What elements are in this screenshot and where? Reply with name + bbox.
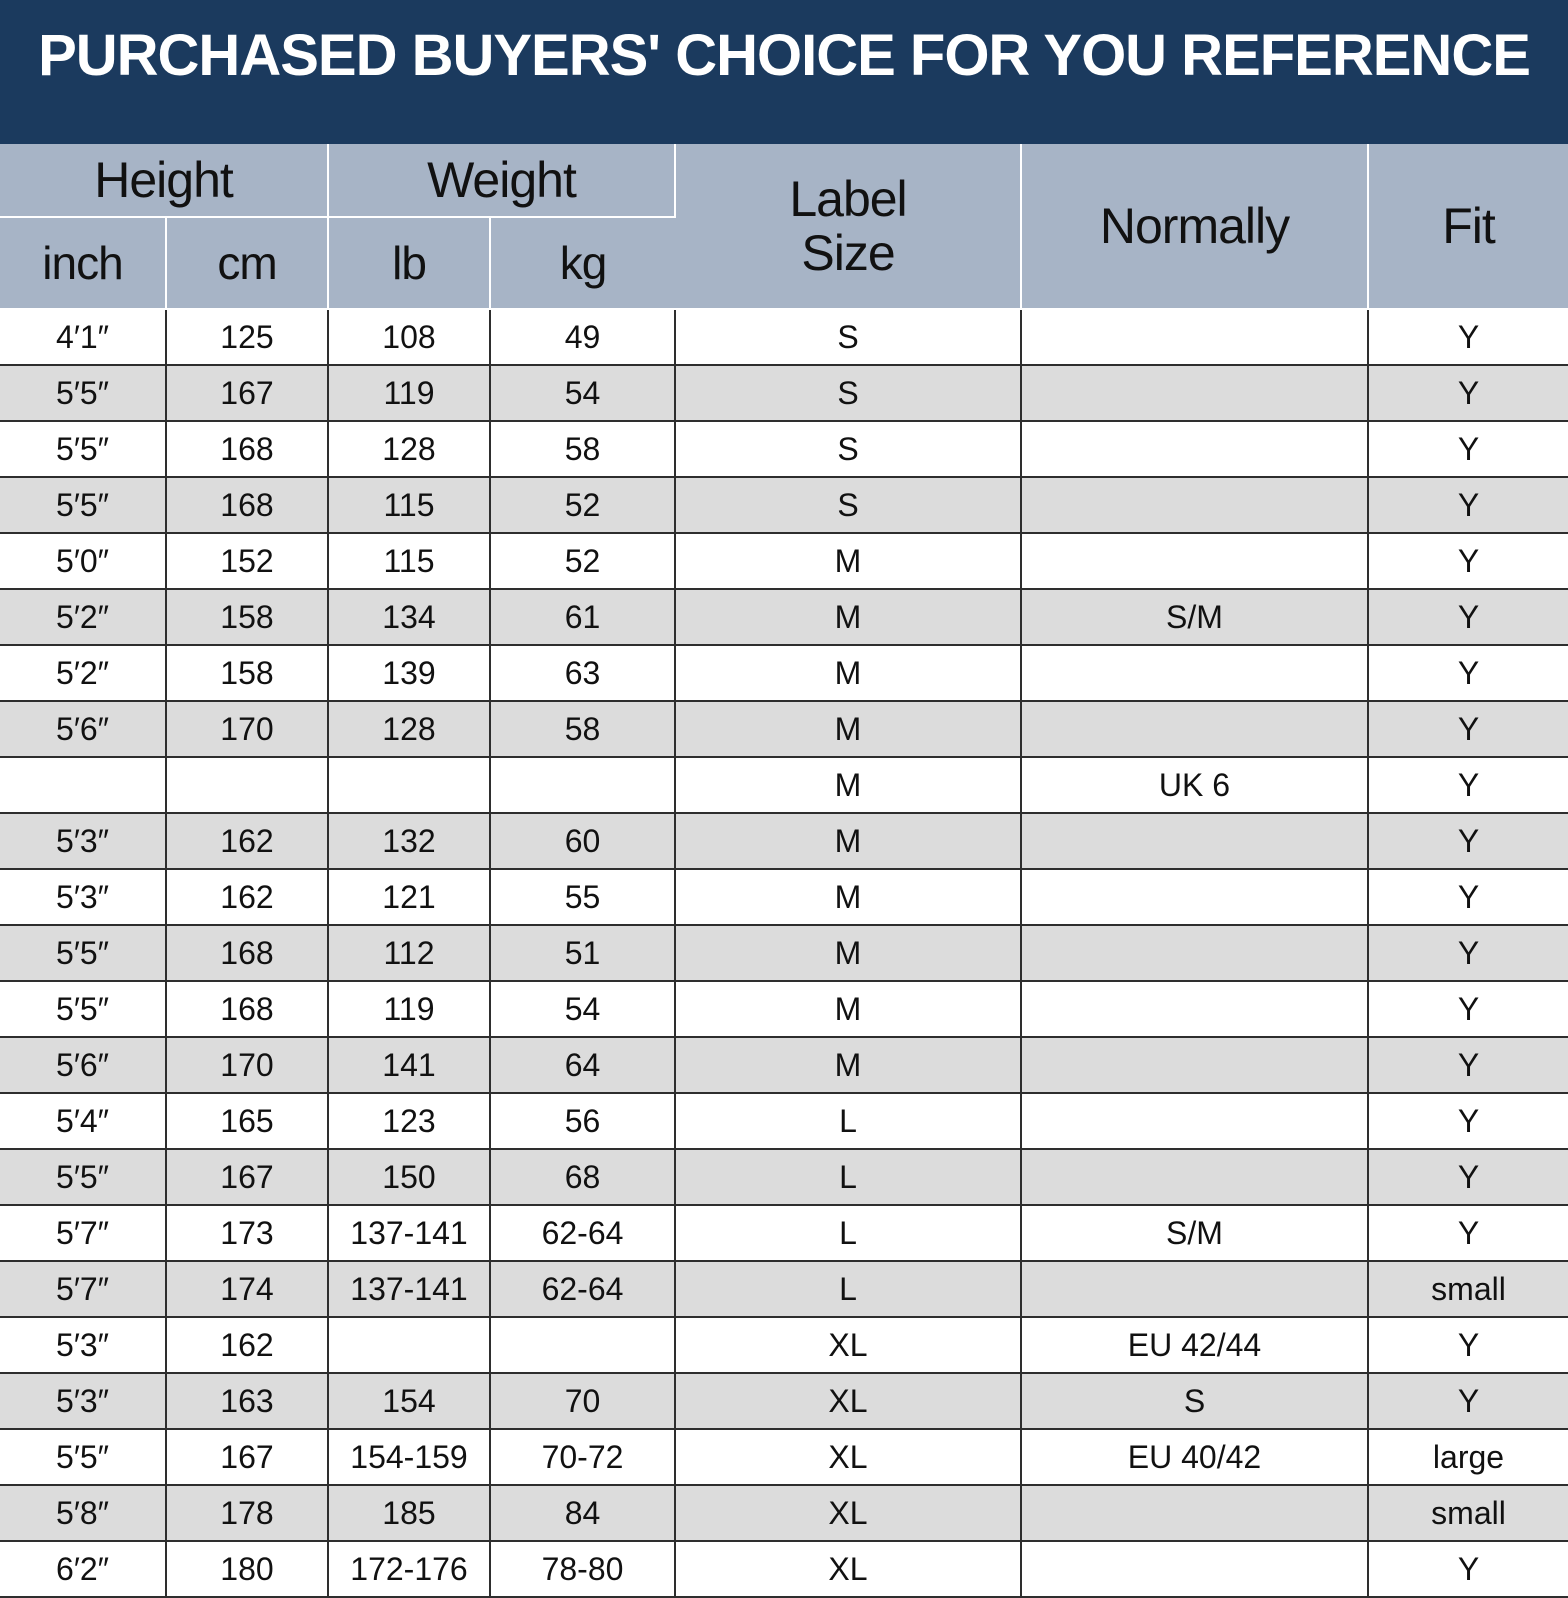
cell-normally: EU 42/44 (1021, 1317, 1368, 1373)
cell-normally (1021, 925, 1368, 981)
cell-fit: Y (1368, 1205, 1568, 1261)
kg-header: kg (490, 217, 675, 309)
cell-fit: Y (1368, 869, 1568, 925)
cell-label: M (675, 589, 1021, 645)
cell-normally (1021, 981, 1368, 1037)
cell-label: XL (675, 1541, 1021, 1597)
cell-lb: 115 (328, 477, 490, 533)
cm-header: cm (166, 217, 328, 309)
cell-inch (0, 757, 166, 813)
table-row (0, 1541, 1568, 1597)
lb-header: lb (328, 217, 490, 309)
label-size-header (675, 144, 1021, 309)
cell-fit: Y (1368, 701, 1568, 757)
weight-group-header: Weight (328, 144, 675, 217)
cell-kg: 84 (490, 1485, 675, 1541)
cell-label: S (675, 309, 1021, 365)
cell-label: M (675, 981, 1021, 1037)
table-row (0, 309, 1568, 365)
cell-normally (1021, 477, 1368, 533)
cell-normally (1021, 533, 1368, 589)
cell-label: S (675, 421, 1021, 477)
cell-cm: 162 (166, 869, 328, 925)
cell-lb: 172-176 (328, 1541, 490, 1597)
cell-cm: 173 (166, 1205, 328, 1261)
cell-lb: 128 (328, 701, 490, 757)
cell-normally: S (1021, 1373, 1368, 1429)
table-row (0, 1149, 1568, 1205)
cell-inch: 5′2″ (0, 589, 166, 645)
cell-kg: 58 (490, 421, 675, 477)
cell-inch: 5′3″ (0, 813, 166, 869)
cell-cm: 158 (166, 645, 328, 701)
cell-inch: 5′7″ (0, 1205, 166, 1261)
cell-cm: 168 (166, 981, 328, 1037)
cell-inch: 5′0″ (0, 533, 166, 589)
cell-normally (1021, 645, 1368, 701)
table-row (0, 477, 1568, 533)
cell-inch: 4′1″ (0, 309, 166, 365)
cell-normally (1021, 365, 1368, 421)
cell-fit: Y (1368, 925, 1568, 981)
cell-lb: 154-159 (328, 1429, 490, 1485)
cell-normally (1021, 1093, 1368, 1149)
cell-normally: S/M (1021, 589, 1368, 645)
cell-cm: 180 (166, 1541, 328, 1597)
table-row (0, 1037, 1568, 1093)
cell-lb (328, 757, 490, 813)
cell-fit: Y (1368, 981, 1568, 1037)
cell-fit: Y (1368, 1037, 1568, 1093)
cell-normally (1021, 309, 1368, 365)
cell-cm: 162 (166, 813, 328, 869)
cell-inch: 5′6″ (0, 701, 166, 757)
cell-label: L (675, 1149, 1021, 1205)
cell-kg: 54 (490, 365, 675, 421)
table-header (0, 144, 1568, 309)
cell-lb: 123 (328, 1093, 490, 1149)
cell-cm (166, 757, 328, 813)
cell-kg: 62-64 (490, 1261, 675, 1317)
cell-cm: 168 (166, 421, 328, 477)
normally-header: Normally (1021, 144, 1368, 309)
table-row (0, 365, 1568, 421)
cell-cm: 162 (166, 1317, 328, 1373)
cell-label: S (675, 365, 1021, 421)
cell-normally: S/M (1021, 1205, 1368, 1261)
cell-cm: 167 (166, 1429, 328, 1485)
cell-inch: 5′7″ (0, 1261, 166, 1317)
table-row (0, 1373, 1568, 1429)
cell-label: L (675, 1261, 1021, 1317)
cell-lb: 150 (328, 1149, 490, 1205)
cell-kg: 78-80 (490, 1541, 675, 1597)
cell-kg: 70 (490, 1373, 675, 1429)
cell-kg: 51 (490, 925, 675, 981)
cell-label: M (675, 701, 1021, 757)
cell-inch: 5′3″ (0, 1317, 166, 1373)
cell-normally (1021, 421, 1368, 477)
cell-inch: 5′3″ (0, 1373, 166, 1429)
fit-header: Fit (1368, 144, 1568, 309)
cell-cm: 158 (166, 589, 328, 645)
cell-label: XL (675, 1317, 1021, 1373)
cell-label: L (675, 1093, 1021, 1149)
cell-normally (1021, 1149, 1368, 1205)
cell-cm: 174 (166, 1261, 328, 1317)
cell-inch: 5′2″ (0, 645, 166, 701)
cell-fit: Y (1368, 1373, 1568, 1429)
cell-kg: 62-64 (490, 1205, 675, 1261)
cell-kg: 64 (490, 1037, 675, 1093)
cell-cm: 170 (166, 701, 328, 757)
cell-cm: 165 (166, 1093, 328, 1149)
cell-lb: 121 (328, 869, 490, 925)
cell-cm: 168 (166, 925, 328, 981)
table-row (0, 813, 1568, 869)
cell-fit: Y (1368, 365, 1568, 421)
cell-normally (1021, 813, 1368, 869)
cell-inch: 5′5″ (0, 477, 166, 533)
cell-label: M (675, 757, 1021, 813)
cell-inch: 6′2″ (0, 1541, 166, 1597)
cell-lb: 139 (328, 645, 490, 701)
cell-normally (1021, 701, 1368, 757)
table-row (0, 1093, 1568, 1149)
cell-label: M (675, 533, 1021, 589)
cell-kg: 61 (490, 589, 675, 645)
cell-fit: Y (1368, 1541, 1568, 1597)
cell-kg: 70-72 (490, 1429, 675, 1485)
cell-lb: 137-141 (328, 1205, 490, 1261)
cell-fit: Y (1368, 533, 1568, 589)
cell-kg: 63 (490, 645, 675, 701)
cell-fit: Y (1368, 645, 1568, 701)
cell-fit: small (1368, 1261, 1568, 1317)
table-row (0, 421, 1568, 477)
table-row (0, 645, 1568, 701)
cell-lb: 108 (328, 309, 490, 365)
cell-kg: 49 (490, 309, 675, 365)
label-size-header-line1: Label (789, 171, 907, 227)
cell-label: S (675, 477, 1021, 533)
cell-cm: 125 (166, 309, 328, 365)
cell-lb: 134 (328, 589, 490, 645)
page-title: PURCHASED BUYERS' CHOICE FOR YOU REFERENCE (0, 0, 1568, 144)
cell-kg: 60 (490, 813, 675, 869)
cell-fit: Y (1368, 757, 1568, 813)
table-row (0, 869, 1568, 925)
cell-fit: Y (1368, 1149, 1568, 1205)
cell-inch: 5′6″ (0, 1037, 166, 1093)
cell-label: M (675, 869, 1021, 925)
cell-label: XL (675, 1373, 1021, 1429)
cell-label: L (675, 1205, 1021, 1261)
cell-kg (490, 1317, 675, 1373)
cell-lb: 137-141 (328, 1261, 490, 1317)
label-size-header-line2: Size (801, 225, 895, 281)
cell-kg: 52 (490, 533, 675, 589)
table-row (0, 533, 1568, 589)
cell-fit: Y (1368, 309, 1568, 365)
cell-lb: 112 (328, 925, 490, 981)
cell-normally (1021, 1037, 1368, 1093)
cell-normally (1021, 1541, 1368, 1597)
table-row (0, 1429, 1568, 1485)
cell-normally (1021, 869, 1368, 925)
cell-inch: 5′5″ (0, 1429, 166, 1485)
cell-inch: 5′5″ (0, 365, 166, 421)
cell-kg: 52 (490, 477, 675, 533)
table-row (0, 589, 1568, 645)
cell-cm: 152 (166, 533, 328, 589)
table-row (0, 1205, 1568, 1261)
cell-inch: 5′5″ (0, 925, 166, 981)
cell-label: M (675, 813, 1021, 869)
cell-cm: 178 (166, 1485, 328, 1541)
table-row (0, 981, 1568, 1037)
cell-cm: 167 (166, 365, 328, 421)
cell-lb: 119 (328, 981, 490, 1037)
cell-lb: 141 (328, 1037, 490, 1093)
cell-lb: 115 (328, 533, 490, 589)
table-body (0, 309, 1568, 1597)
cell-label: M (675, 645, 1021, 701)
cell-lb: 119 (328, 365, 490, 421)
cell-normally: UK 6 (1021, 757, 1368, 813)
cell-fit: small (1368, 1485, 1568, 1541)
inch-header: inch (0, 217, 166, 309)
cell-inch: 5′5″ (0, 981, 166, 1037)
cell-kg: 56 (490, 1093, 675, 1149)
cell-cm: 168 (166, 477, 328, 533)
cell-normally (1021, 1261, 1368, 1317)
cell-fit: Y (1368, 477, 1568, 533)
cell-fit: Y (1368, 589, 1568, 645)
table-row (0, 701, 1568, 757)
cell-inch: 5′4″ (0, 1093, 166, 1149)
table-row (0, 1317, 1568, 1373)
cell-cm: 167 (166, 1149, 328, 1205)
table-row (0, 1261, 1568, 1317)
cell-fit: large (1368, 1429, 1568, 1485)
cell-fit: Y (1368, 1317, 1568, 1373)
cell-normally (1021, 1485, 1368, 1541)
cell-fit: Y (1368, 813, 1568, 869)
cell-label: XL (675, 1429, 1021, 1485)
table-row (0, 1485, 1568, 1541)
cell-kg: 68 (490, 1149, 675, 1205)
cell-cm: 163 (166, 1373, 328, 1429)
cell-label: M (675, 1037, 1021, 1093)
cell-lb: 154 (328, 1373, 490, 1429)
cell-inch: 5′5″ (0, 421, 166, 477)
cell-lb (328, 1317, 490, 1373)
cell-kg (490, 757, 675, 813)
cell-fit: Y (1368, 1093, 1568, 1149)
cell-label: M (675, 925, 1021, 981)
cell-fit: Y (1368, 421, 1568, 477)
cell-lb: 185 (328, 1485, 490, 1541)
table-row (0, 757, 1568, 813)
table-row (0, 925, 1568, 981)
size-reference-table (0, 144, 1568, 1598)
cell-normally: EU 40/42 (1021, 1429, 1368, 1485)
cell-inch: 5′3″ (0, 869, 166, 925)
cell-kg: 55 (490, 869, 675, 925)
cell-lb: 132 (328, 813, 490, 869)
cell-kg: 54 (490, 981, 675, 1037)
cell-inch: 5′5″ (0, 1149, 166, 1205)
cell-label: XL (675, 1485, 1021, 1541)
cell-cm: 170 (166, 1037, 328, 1093)
height-group-header: Height (0, 144, 328, 217)
cell-inch: 5′8″ (0, 1485, 166, 1541)
cell-kg: 58 (490, 701, 675, 757)
cell-lb: 128 (328, 421, 490, 477)
